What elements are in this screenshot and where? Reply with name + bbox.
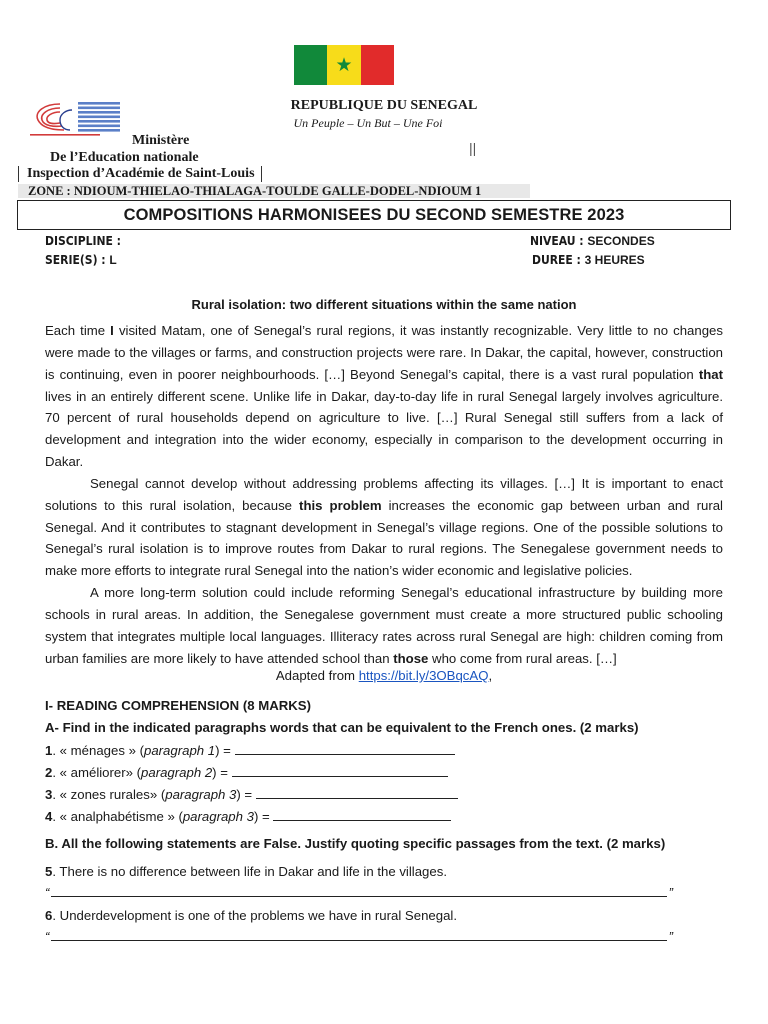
paragraph-1: Each time I visited Matam, one of Senegal’s rural regions, it was instantly recognizable. Very little to no changes were made to the villages or farms, and construction projects were rare. In Dakar, the capital, however, construction is continuing, even in poorer neighbourhoods. […] Beyond Senegal’s capital, there is a vast rural population that lives in an entirely different scene. Unlike life in Dakar, day-to-day life in rural Senegal largely involves agriculture. 70 percent of rural households depend on agriculture to live. […] Rural Senegal still suffers from a lack of development and integration into the wider economy, especially in comparison to the development occurring in Dakar. <box>45 323 723 470</box>
duration-label: DUREE : <box>532 253 581 267</box>
duration-field <box>532 253 645 267</box>
paragraph-2: Senegal cannot develop without addressing problems affecting its villages. […] It is important to enact solutions to this rural isolation, because this problem increases the economic gap between urban and rural Senegal. And it contributes to stagnant development in Senegal’s village regions. One of the possible solutions to Senegal’s rural isolation is to improve routes from Dakar to rural regions. The Senegalese government needs to make more efforts to integrate rural Senegal into the nation’s wider economic and legislative policies. <box>45 475 723 579</box>
statement-5: 5. There is no difference between life in Dakar and life in the villages. <box>45 864 447 879</box>
series-field <box>45 253 117 267</box>
vocab-item-1: 1. « ménages » (paragraph 1) = <box>45 742 455 759</box>
paragraph-3: A more long-term solution could include reforming Senegal’s educational infrastructure by building more schools in rural areas. In addition, the Senegalese government must create a more structured public schooling system that integrates multiple local languages. Illiteracy rates across rural Senegal are high: children coming from urban families are more likely to have attended school than those who come from rural areas. […] <box>45 585 723 666</box>
answer-underline <box>51 939 666 941</box>
ministry-line-2: De l’Education nationale <box>50 150 199 165</box>
senegal-flag-icon <box>294 45 394 85</box>
source-suffix: , <box>488 668 493 683</box>
answer-blank[interactable] <box>256 786 458 799</box>
answer-blank[interactable] <box>273 808 451 821</box>
source-prefix: Adapted from <box>275 668 359 683</box>
source-line <box>0 668 768 683</box>
discipline-label: DISCIPLINE : <box>45 234 121 248</box>
answer-line-6[interactable] <box>45 928 673 944</box>
answer-blank[interactable] <box>232 764 448 777</box>
part-a-instruction: A- Find in the indicated paragraphs words that can be equivalent to the French ones. (2 marks) <box>45 720 639 735</box>
zone-line: ZONE : NDIOUM-THIELAO-THIALAGA-TOULDE GALLE-DODEL-NDIOUM 1 <box>18 184 530 198</box>
level-value: SECONDES <box>587 234 655 248</box>
source-link[interactable]: https://bit.ly/3OBqcAQ <box>358 668 489 683</box>
answer-underline <box>51 895 666 897</box>
close-quote: ” <box>668 885 673 900</box>
part-b-instruction: B. All the following statements are False. Justify quoting specific passages from the text. (2 marks) <box>45 836 666 851</box>
vocab-item-2: 2. « améliorer» (paragraph 2) = <box>45 764 448 781</box>
close-quote: ” <box>668 929 673 944</box>
level-field <box>530 234 655 248</box>
reading-text <box>45 320 723 670</box>
section-heading: I- READING COMPREHENSION (8 MARKS) <box>45 698 311 713</box>
duration-value: 3 HEURES <box>584 253 645 267</box>
inspection-name: Inspection d’Académie de Saint-Louis <box>18 166 262 182</box>
answer-line-5[interactable] <box>45 884 673 900</box>
vocab-item-4: 4. « analphabétisme » (paragraph 3) = <box>45 808 451 825</box>
vocab-item-3: 3. « zones rurales» (paragraph 3) = <box>45 786 458 803</box>
statement-6: 6. Underdevelopment is one of the problems we have in rural Senegal. <box>45 908 457 923</box>
vertical-bars-mark: || <box>469 140 477 156</box>
open-quote: “ <box>45 885 50 900</box>
series-value: L <box>109 253 117 267</box>
ministry-name <box>50 132 199 166</box>
exam-title-box <box>17 200 731 230</box>
answer-blank[interactable] <box>235 742 455 755</box>
level-label: NIVEAU : <box>530 234 584 248</box>
open-quote: “ <box>45 929 50 944</box>
country-name: REPUBLIQUE DU SENEGAL <box>290 98 478 113</box>
national-motto: Un Peuple – Un But – Une Foi <box>293 116 443 130</box>
star-icon: ★ <box>335 54 353 76</box>
text-title: Rural isolation: two different situations within the same nation <box>191 297 577 312</box>
exam-title: COMPOSITIONS HARMONISEES DU SECOND SEMESTRE 2023 <box>123 206 625 224</box>
ministry-line-1: Ministère <box>132 133 190 148</box>
series-label: SERIE(S) : <box>45 253 106 267</box>
